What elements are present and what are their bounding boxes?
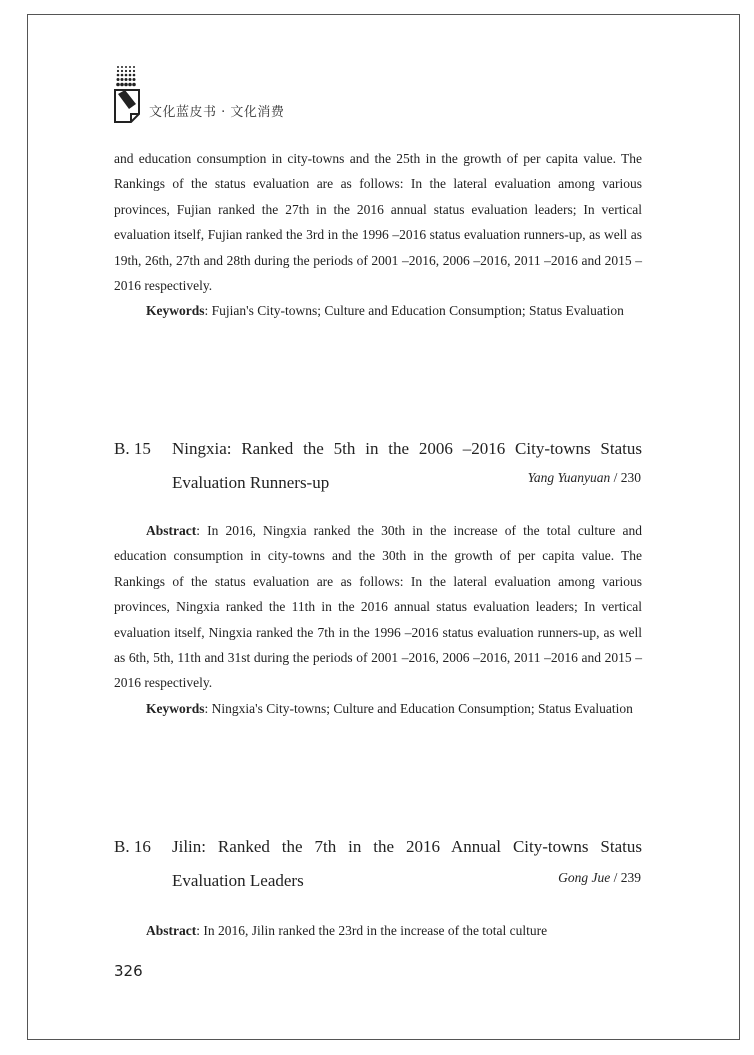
keywords-label: Keywords (146, 303, 205, 319)
entry-author: Gong Jue (558, 870, 611, 885)
abstract-paragraph (114, 518, 642, 696)
abstract-paragraph (114, 918, 642, 943)
keywords-separator: : (204, 700, 209, 716)
toc-entry-b16 (114, 830, 642, 898)
continued-abstract (114, 146, 642, 324)
continued-abstract-text: and education consumption in city-towns and the 25th in the growth of per capita value. The Rankings of the status evaluation are as follows: In the lateral evaluation among various provinces, Fujian ranked the 27th in the 2016 annual status evaluation leaders; In vertical evaluation itself, Fujian ranked the 3rd in the 1996 –2016 status evaluation runners-up, as well as 19th, 26th, 27th and 28th during the periods of 2001 –2016, 2006 –2016, 2011 –2016 and 2015 –2016 respectively. (114, 151, 642, 294)
keywords-paragraph (114, 696, 642, 721)
keywords-label: Keywords (146, 700, 205, 716)
book-series-logo-icon (112, 64, 142, 126)
toc-entry-b15 (114, 432, 642, 500)
keywords-separator: : (204, 303, 209, 319)
abstract-separator: : (196, 523, 201, 538)
abstract-separator: : (196, 923, 201, 938)
keywords-text: Fujian's City-towns; Culture and Education Consumption; Status Evaluation (211, 303, 624, 319)
entry-title: Jilin: Ranked the 7th in the 2016 Annual City-towns Status Evaluation Leaders (172, 837, 642, 890)
entry-page: / 239 (613, 870, 641, 885)
abstract-b15 (114, 518, 642, 721)
entry-author: Yang Yuanyuan (527, 470, 611, 485)
abstract-text: In 2016, Ningxia ranked the 30th in the increase of the total culture and education consumption in city-towns and the 30th in the growth of per capita value. The Rankings of the status evaluation are as follows: In the lateral evaluation among various provinces, Ningxia ranked the 11th in the 2016 annual status evaluation leaders; In vertical evaluation itself, Ningxia ranked the 7th in the 1996 –2016 status evaluation runners-up, as well as 6th, 5th, 11th and 31st during the periods of 2001 –2016, 2006 –2016, 2011 –2016 and 2015 –2016 respectively. (114, 523, 642, 691)
entry-number: B. 16 (114, 837, 151, 856)
entry-title: Ningxia: Ranked the 5th in the 2006 –2016 City-towns Status Evaluation Runners-up (172, 439, 642, 492)
abstract-label: Abstract (146, 523, 197, 538)
abstract-b16 (114, 918, 642, 943)
entry-author-line (528, 470, 641, 486)
entry-number: B. 15 (114, 439, 151, 458)
abstract-label: Abstract (146, 923, 197, 938)
keywords-paragraph (114, 298, 642, 323)
entry-author-line (558, 870, 641, 886)
abstract-text: In 2016, Jilin ranked the 23rd in the increase of the total culture (203, 923, 548, 938)
keywords-text: Ningxia's City-towns; Culture and Education Consumption; Status Evaluation (211, 700, 633, 716)
running-header (112, 64, 412, 128)
series-title: 文化蓝皮书 · 文化消费 (149, 105, 285, 120)
page-number: 326 (114, 962, 143, 980)
entry-page: / 230 (613, 470, 641, 485)
